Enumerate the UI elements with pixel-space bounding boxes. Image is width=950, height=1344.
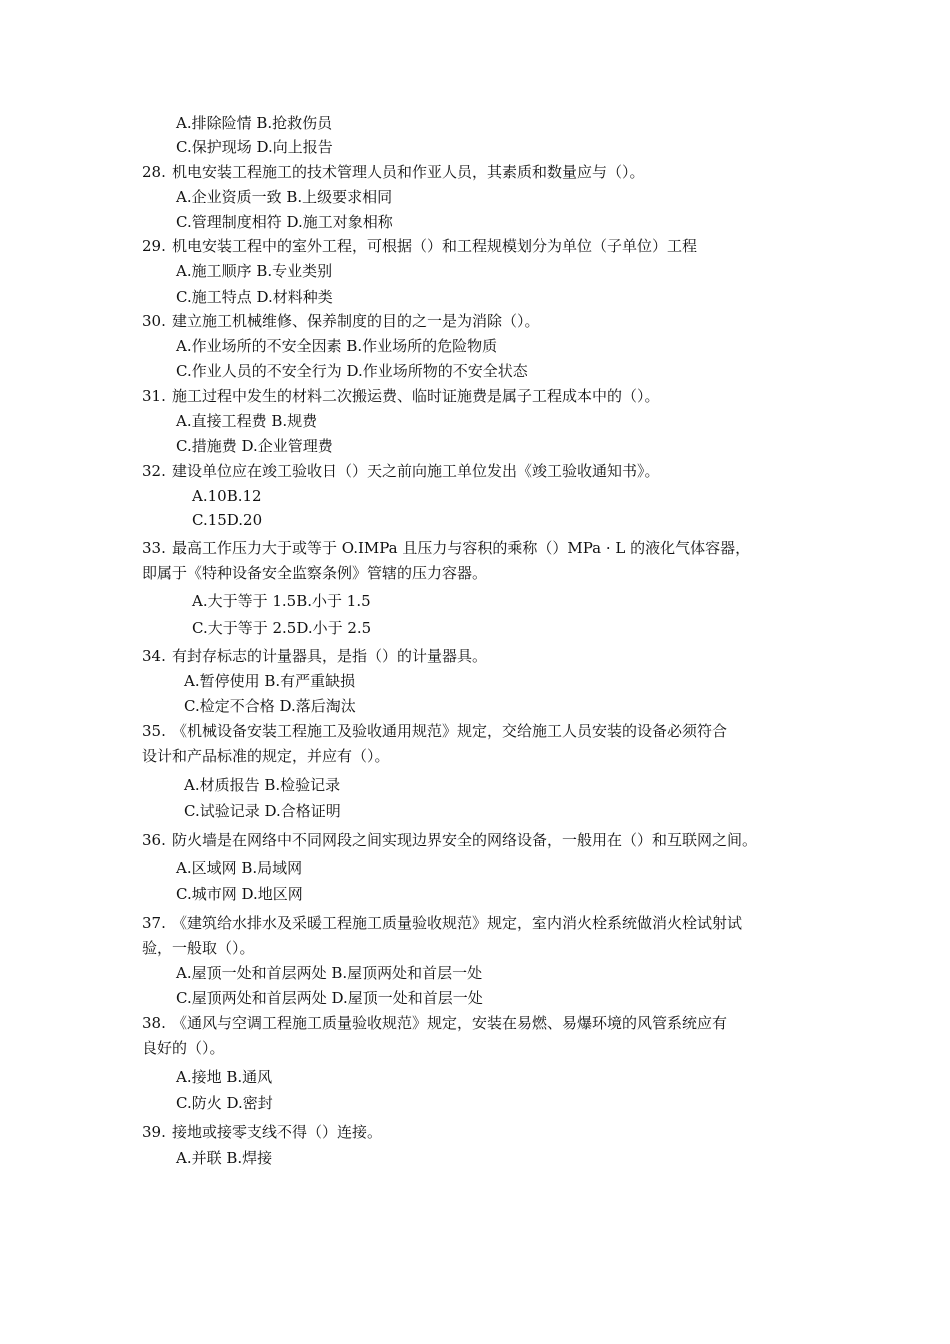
option-line: A.大于等于 1.5B.小于 1.5 [192,592,371,610]
question-number: 29. [142,237,166,255]
question-35 [142,721,727,741]
option-line: A.企业资质一致 B.上级要求相同 [176,188,393,206]
option-line: A.暂停使用 B.有严重缺损 [184,672,356,690]
question-text: 《通风与空调工程施工质量验收规范》规定，安装在易燃、易爆环境的风管系统应有 [172,1014,728,1032]
option-line: A.施工顺序 B.专业类别 [176,262,333,280]
question-30 [142,311,540,331]
question-36 [142,830,757,850]
question-29 [142,236,697,256]
question-text: 建立施工机械维修、保养制度的目的之一是为消除（）。 [172,312,540,330]
question-33 [142,538,750,558]
question-text: 机电安装工程施工的技术管理人员和作亚人员，其素质和数量应与（）。 [172,163,645,181]
question-text: 施工过程中发生的材料二次搬运费、临时证施费是属子工程成本中的（）。 [172,387,660,405]
question-continuation: 验，一般取（）。 [142,939,255,957]
option-line: C.检定不合格 D.落后淘汰 [184,697,356,715]
question-continuation: 即属于《特种设备安全监察条例》管辖的压力容器。 [142,564,488,582]
option-line: C.试验记录 D.合格证明 [184,802,341,820]
question-text: 《机械设备安装工程施工及验收通用规范》规定，交给施工人员安装的设备必须符合 [172,722,728,740]
question-38 [142,1013,727,1033]
option-line: C.防火 D.密封 [176,1094,273,1112]
option-line: A.排除险情 B.抢救伤员 [176,114,333,132]
question-number: 39. [142,1123,166,1141]
question-number: 33. [142,539,166,557]
question-number: 28. [142,163,166,181]
question-number: 37. [142,914,166,932]
option-line: A.直接工程费 B.规费 [176,412,318,430]
question-text: 接地或接零支线不得（）连接。 [172,1123,383,1141]
question-text: 最高工作压力大于或等于 O.IMPa 且压力与容积的乘称（）MPa · L 的液化气体容器， [172,539,751,557]
option-line: C.15D.20 [192,511,263,529]
option-line: C.管理制度相符 D.施工对象相称 [176,213,393,231]
question-number: 34. [142,647,166,665]
question-text: 有封存标志的计量器具，是指（）的计量器具。 [172,647,488,665]
question-28 [142,162,645,182]
option-line: C.施工特点 D.材料种类 [176,288,333,306]
option-line: A.屋顶一处和首层两处 B.屋顶两处和首层一处 [176,964,483,982]
question-continuation: 设计和产品标准的规定，并应有（）。 [142,747,390,765]
question-37 [142,913,742,933]
question-34 [142,646,487,666]
option-line: A.并联 B.焊接 [176,1149,273,1167]
question-text: 建设单位应在竣工验收日（）天之前向施工单位发出《竣工验收通知书》。 [172,462,660,480]
question-text: 防火墙是在网络中不同网段之间实现边界安全的网络设备，一般用在（）和互联网之间。 [172,831,758,849]
question-number: 31. [142,387,166,405]
option-line: C.大于等于 2.5D.小于 2.5 [192,619,372,637]
option-line: A.10B.12 [192,487,262,505]
question-text: 机电安装工程中的室外工程，可根据（）和工程规模划分为单位（子单位）工程 [172,237,698,255]
option-line: C.措施费 D.企业管理费 [176,437,333,455]
question-continuation: 良好的（）。 [142,1039,225,1057]
option-line: A.区域网 B.局域网 [176,859,303,877]
option-line: C.城市网 D.地区网 [176,885,303,903]
option-line: C.保护现场 D.向上报告 [176,138,333,156]
option-line: C.作业人员的不安全行为 D.作业场所物的不安全状态 [176,362,528,380]
question-39 [142,1122,382,1142]
option-line: A.接地 B.通风 [176,1068,273,1086]
question-32 [142,461,660,481]
question-number: 35. [142,722,166,740]
question-number: 36. [142,831,166,849]
question-number: 32. [142,462,166,480]
question-number: 30. [142,312,166,330]
question-number: 38. [142,1014,166,1032]
question-31 [142,386,660,406]
question-text: 《建筑给水排水及采暖工程施工质量验收规范》规定，室内消火栓系统做消火栓试射试 [172,914,743,932]
option-line: C.屋顶两处和首层两处 D.屋顶一处和首层一处 [176,989,483,1007]
option-line: A.材质报告 B.检验记录 [184,776,341,794]
option-line: A.作业场所的不安全因素 B.作业场所的危险物质 [176,337,498,355]
